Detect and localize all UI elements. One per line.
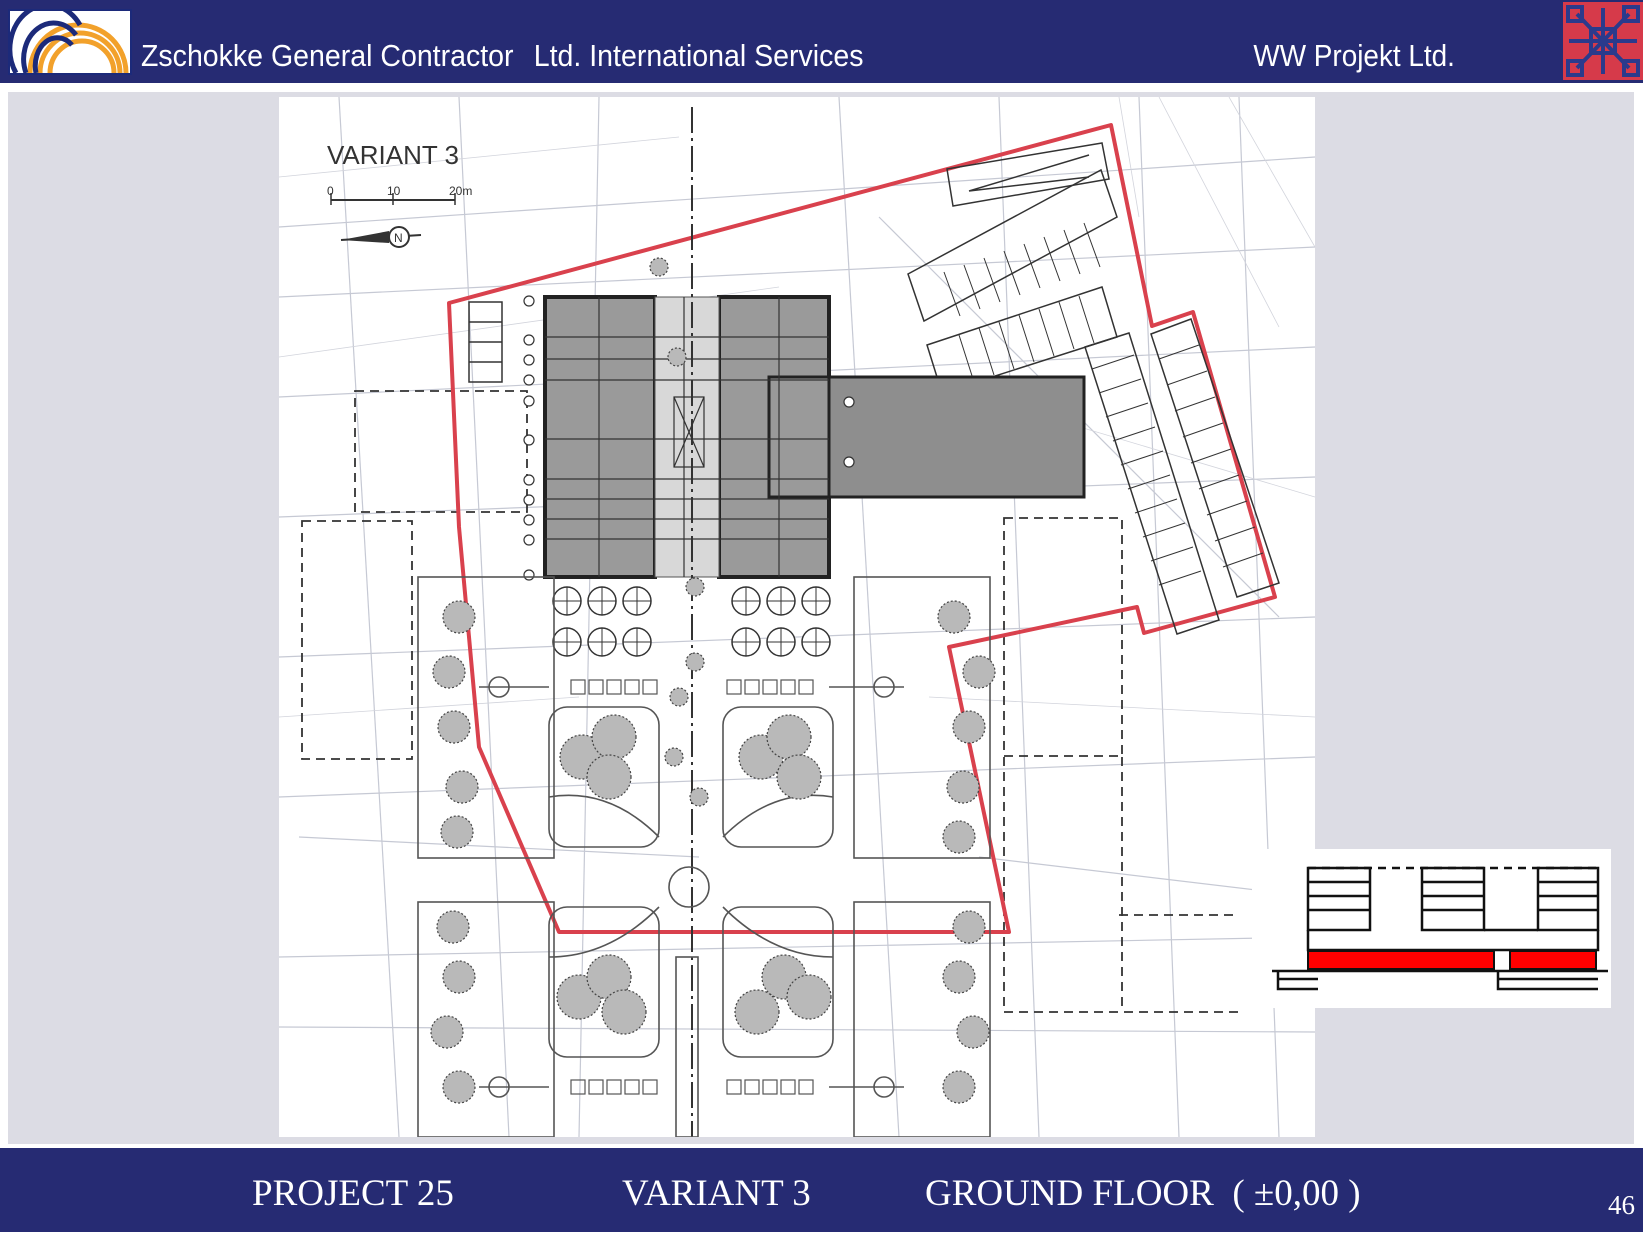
floor-label: GROUND FLOOR ( ±0,00 ) bbox=[925, 1173, 1361, 1214]
company-name: Zschokke General Contractor Ltd. International Services bbox=[141, 38, 864, 73]
variant-label: VARIANT 3 bbox=[622, 1173, 811, 1214]
partner-name: WW Projekt Ltd. bbox=[1253, 38, 1455, 73]
scale-bar bbox=[327, 184, 472, 205]
scale-tick-0: 0 bbox=[327, 184, 334, 198]
site-plan-drawing bbox=[279, 97, 1315, 1137]
scale-tick-10: 10 bbox=[387, 184, 401, 198]
division-name: Ltd. International Services bbox=[533, 38, 864, 73]
north-arrow-icon bbox=[341, 227, 421, 247]
plan-title: VARIANT 3 bbox=[327, 140, 459, 170]
scale-tick-20: 20m bbox=[449, 184, 473, 198]
north-symbol: N bbox=[394, 231, 403, 245]
section-diagram bbox=[1252, 849, 1611, 1008]
ground-floor-highlight bbox=[1308, 951, 1494, 969]
page-number: 46 bbox=[1608, 1190, 1635, 1220]
header-bar bbox=[0, 0, 1643, 83]
footer-bar bbox=[0, 1148, 1643, 1232]
ornament-emblem-icon bbox=[1563, 2, 1643, 80]
ground-floor-highlight-right bbox=[1510, 951, 1596, 969]
project-label: PROJECT 25 bbox=[252, 1173, 454, 1214]
rainbow-arcs-logo-icon bbox=[8, 9, 132, 75]
